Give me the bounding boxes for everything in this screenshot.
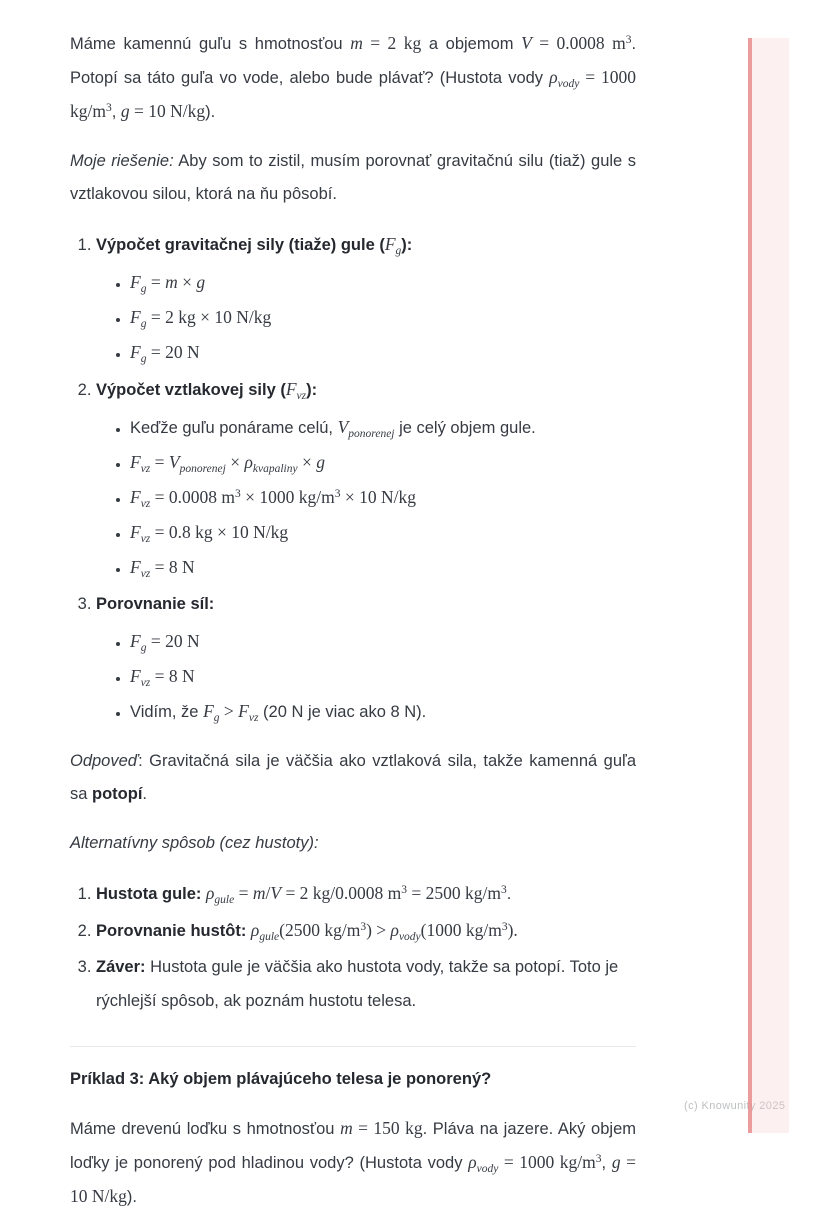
text-segment: . Potopí sa táto guľa vo vode, alebo bude plávať? (Hustota vody xyxy=(70,35,637,87)
text-segment: > xyxy=(219,701,239,721)
text-segment: Máme drevenú loďku s hmotnosťou xyxy=(70,1120,341,1138)
text-segment: V xyxy=(270,883,282,903)
text-segment: = 2 kg × 10 N/kg xyxy=(146,307,272,327)
bullet-item xyxy=(130,410,636,445)
text-segment: , xyxy=(601,1154,612,1172)
text-segment: Porovnanie hustôt: xyxy=(96,922,251,940)
text-segment: = 0.0008 $m^3$ xyxy=(531,33,632,53)
paragraph xyxy=(70,827,636,860)
text-segment: × 10 N/kg xyxy=(340,487,416,507)
text-segment: / xyxy=(265,883,271,903)
text-segment: = 10 N/kg xyxy=(129,101,206,121)
text-segment: Porovnanie síl: xyxy=(96,595,215,613)
bullet-item xyxy=(130,624,636,659)
bullet-item xyxy=(130,694,636,729)
text-segment: = 20 N xyxy=(146,631,200,651)
list-item xyxy=(96,587,636,729)
list-item xyxy=(96,227,636,370)
text-segment: , xyxy=(111,103,121,121)
section-divider xyxy=(70,1046,636,1047)
paragraph xyxy=(70,1063,636,1096)
text-segment: = 2 kg xyxy=(362,33,422,53)
text-segment: . xyxy=(142,785,148,803)
text-segment: g xyxy=(120,101,130,121)
text-segment: $F_g$ xyxy=(203,701,220,724)
bullet-item xyxy=(130,550,636,585)
text-segment: × 1000 $kg/m^3$ xyxy=(240,487,341,507)
bullet-item xyxy=(130,515,636,550)
text-segment: $F_{vz}$ xyxy=(238,701,259,724)
bullet-item xyxy=(130,265,636,300)
paragraph xyxy=(70,27,636,129)
text-segment: V xyxy=(521,33,532,53)
watermark-text: (c) Knowunity 2025 xyxy=(684,1100,786,1112)
text-segment: m xyxy=(165,272,178,292)
text-segment: (20 N je viac ako 8 N). xyxy=(258,703,427,721)
list-item xyxy=(96,372,636,585)
text-segment: Aby som to zistil, musím porovnať gravitačnú silu (tiaž) gule s vztlakovou silou, ktorá na ňu pôsobí. xyxy=(70,152,636,203)
text-segment: m xyxy=(350,33,363,53)
text-segment: $\rho_{kvapaliny}$ xyxy=(244,452,298,475)
text-segment: = 150 kg xyxy=(352,1118,423,1138)
bullet-list xyxy=(96,624,636,729)
text-segment: g xyxy=(196,272,206,292)
text-segment: × xyxy=(177,272,197,292)
list-item xyxy=(96,913,636,948)
text-segment: Odpoveď xyxy=(70,752,139,770)
text-segment: Záver: xyxy=(96,958,151,976)
list-item xyxy=(96,876,636,911)
text-segment: ). xyxy=(126,1188,137,1206)
numbered-list xyxy=(70,227,636,729)
text-segment: m xyxy=(340,1118,353,1138)
text-segment: Keďže guľu ponárame celú, xyxy=(130,419,338,437)
text-segment: Výpočet gravitačnej sily (tiaže) gule ( xyxy=(96,236,385,254)
text-segment: $F_{vz}$ xyxy=(130,487,151,510)
text-segment: = 0.0008 $m^3$ xyxy=(150,487,241,507)
text-segment: $\rho_{vody}$ xyxy=(549,67,580,90)
text-segment: = 2500 $kg/m^3$ xyxy=(407,883,507,903)
text-segment: $F_{vz}$ xyxy=(285,379,307,402)
list-item xyxy=(96,950,636,1018)
text-segment: $F_g$ xyxy=(130,272,147,295)
text-segment: ). xyxy=(507,920,518,940)
text-segment: a objemom xyxy=(421,35,522,53)
text-segment: Príklad 3: Aký objem plávajúceho telesa je ponorený? xyxy=(70,1070,492,1088)
text-segment: = xyxy=(234,883,253,903)
text-segment: Hustota gule je väčšia ako hustota vody, takže sa potopí. Toto je rýchlejší spôsob, ak poznám hustotu telesa. xyxy=(96,958,619,1010)
text-segment: : Gravitačná sila je väčšia ako vztlaková sila, takže kamenná guľa sa xyxy=(70,752,636,803)
text-segment: . Pláva na jazere. Aký objem loďky je ponorený pod hladinou vody? (Hustota vody xyxy=(70,1120,636,1172)
highlight-annotation-bar xyxy=(748,38,789,1133)
bullet-list xyxy=(96,410,636,585)
text-segment: Vidím, že xyxy=(130,703,204,721)
numbered-list xyxy=(70,876,636,1018)
text-segment: = 0.8 kg × 10 N/kg xyxy=(150,522,289,542)
paragraph xyxy=(70,145,636,211)
text-segment: = 10 N/kg xyxy=(70,1152,637,1206)
text-segment: $\rho_{gule}$ xyxy=(206,883,235,906)
text-segment: = xyxy=(146,272,166,292)
text-segment: $F_{vz}$ xyxy=(130,452,151,475)
text-segment: Máme kamennú guľu s hmotnosťou xyxy=(70,35,351,53)
text-segment: = 1000 $kg/m^3$ xyxy=(70,67,636,121)
text-segment: Moje riešenie: xyxy=(70,152,174,170)
text-segment: $F_g$ xyxy=(130,631,147,654)
text-segment: Alternatívny spôsob (cez hustoty): xyxy=(70,834,319,852)
document-content xyxy=(70,27,636,1230)
text-segment: potopí xyxy=(92,785,143,803)
bullet-list xyxy=(96,265,636,370)
text-segment: = xyxy=(150,452,169,472)
paragraph xyxy=(70,1112,636,1214)
text-segment: × xyxy=(297,452,317,472)
text-segment: Hustota gule: xyxy=(96,885,206,903)
text-segment: $F_g$ xyxy=(130,307,147,330)
text-segment: Výpočet vztlakovej sily ( xyxy=(96,381,286,399)
bullet-item xyxy=(130,659,636,694)
text-segment: = 1000 $kg/m^3$ xyxy=(498,1152,602,1172)
text-segment: (2500 $kg/m^3$ xyxy=(279,920,367,940)
text-segment: . xyxy=(506,885,512,903)
bullet-item xyxy=(130,335,636,370)
bullet-item xyxy=(130,480,636,515)
paragraph xyxy=(70,745,636,811)
text-segment: (1000 $kg/m^3$ xyxy=(420,920,508,940)
text-segment: $F_g$ xyxy=(384,234,402,257)
text-segment: g xyxy=(611,1152,621,1172)
text-segment: $V_{ponorenej}$ xyxy=(168,452,226,475)
text-segment: $F_{vz}$ xyxy=(130,666,151,689)
text-segment: je celý objem gule. xyxy=(394,419,536,437)
text-segment: m xyxy=(252,883,266,903)
text-segment: = 2 kg/0.0008 $m^3$ xyxy=(281,883,408,903)
text-segment: $\rho_{gule}$ xyxy=(250,920,280,943)
text-segment: × xyxy=(225,452,245,472)
bullet-item xyxy=(130,300,636,335)
text-segment: $\rho_{vody}$ xyxy=(468,1152,499,1175)
text-segment: ): xyxy=(401,236,413,254)
text-segment: $F_g$ xyxy=(130,342,147,365)
text-segment: ) > xyxy=(366,920,391,940)
text-segment: $\rho_{vody}$ xyxy=(390,920,421,943)
text-segment: g xyxy=(316,452,325,472)
text-segment: = 8 N xyxy=(150,557,195,577)
bullet-item xyxy=(130,445,636,480)
text-segment: $F_{vz}$ xyxy=(130,557,151,580)
text-segment: = 20 N xyxy=(146,342,200,362)
text-segment: ): xyxy=(306,381,318,399)
text-segment: = 8 N xyxy=(150,666,195,686)
text-segment: $V_{ponorenej}$ xyxy=(337,417,395,440)
text-segment: $F_{vz}$ xyxy=(130,522,151,545)
text-segment: ). xyxy=(205,103,216,121)
